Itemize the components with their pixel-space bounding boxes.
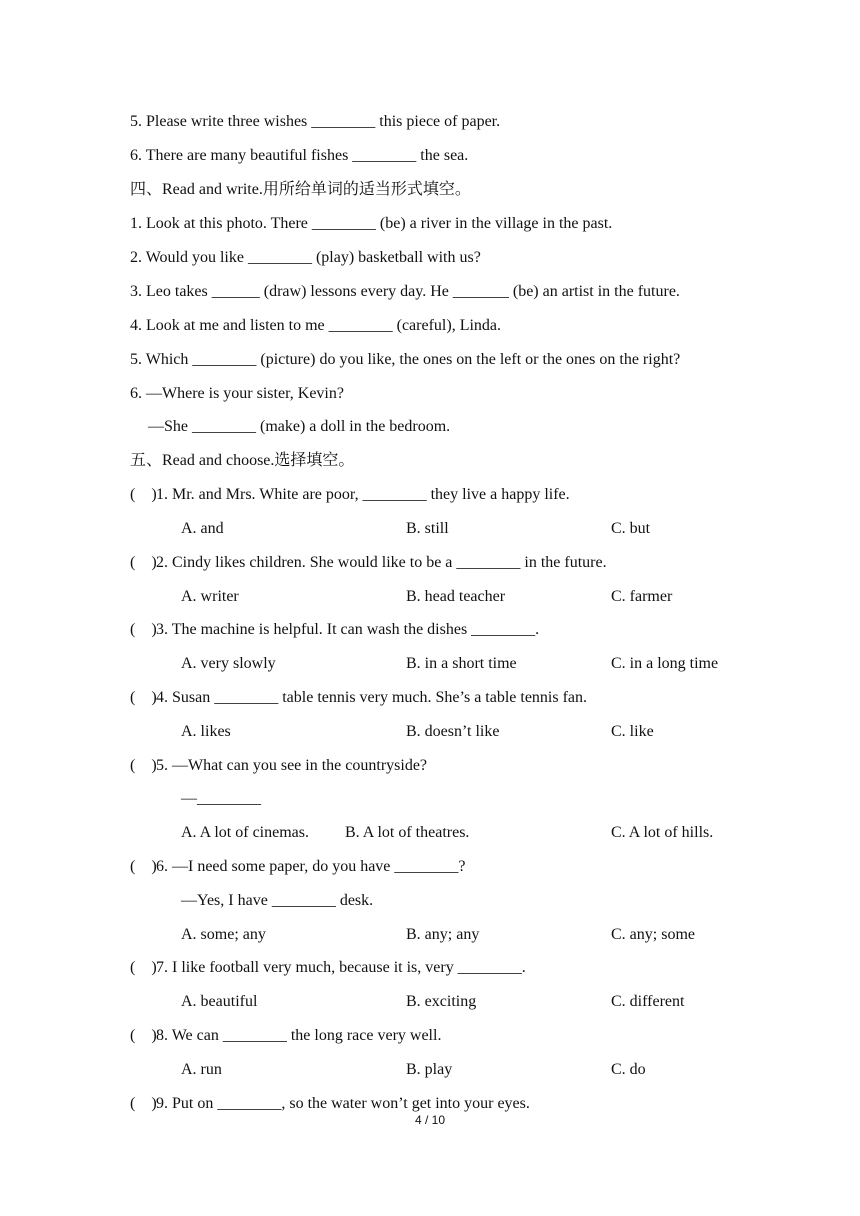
option-b: B. doesn’t like — [406, 723, 500, 740]
exercise-line: —She ________ (make) a doll in the bedroom. — [148, 418, 451, 435]
answer-blank[interactable]: ( ) — [130, 1027, 157, 1044]
option-a: A. some; any — [181, 926, 266, 943]
option-a: A. and — [181, 520, 224, 537]
option-b: B. still — [406, 520, 449, 537]
answer-blank[interactable]: ( ) — [130, 689, 157, 706]
answer-blank[interactable]: ( ) — [130, 621, 157, 638]
option-b: B. head teacher — [406, 588, 506, 605]
question-text: 5. —What can you see in the countryside? — [156, 757, 428, 774]
question-8 — [130, 1026, 441, 1046]
question-text: 6. —I need some paper, do you have ________? — [156, 858, 466, 875]
exercise-line: 6. There are many beautiful fishes ________ the sea. — [130, 147, 469, 164]
section-heading: 五、Read and choose.选择填空。 — [130, 452, 355, 469]
question-7 — [130, 958, 526, 978]
question-9 — [130, 1094, 530, 1114]
exercise-line: 4. Look at me and listen to me ________ (careful), Linda. — [130, 317, 502, 334]
option-a: A. beautiful — [181, 993, 258, 1010]
answer-blank[interactable]: ( ) — [130, 959, 157, 976]
section-heading: 四、Read and write.用所给单词的适当形式填空。 — [130, 181, 471, 198]
option-a: A. very slowly — [181, 655, 276, 672]
option-b: B. exciting — [406, 993, 477, 1010]
question-text: 8. We can ________ the long race very well. — [156, 1027, 442, 1044]
answer-line: —Yes, I have ________ desk. — [181, 892, 374, 909]
option-b: B. in a short time — [406, 655, 517, 672]
option-c: C. in a long time — [611, 655, 719, 672]
question-5 — [130, 756, 427, 776]
answer-blank[interactable]: ( ) — [130, 858, 157, 875]
option-c: C. like — [611, 723, 654, 740]
option-a: A. likes — [181, 723, 231, 740]
question-3 — [130, 620, 539, 640]
answer-blank[interactable]: ( ) — [130, 554, 157, 571]
option-a: A. run — [181, 1061, 222, 1078]
option-a: A. A lot of cinemas. — [181, 824, 309, 841]
exercise-line: 5. Which ________ (picture) do you like, the ones on the left or the ones on the right? — [130, 351, 681, 368]
option-b: B. A lot of theatres. — [345, 824, 470, 841]
question-text: 4. Susan ________ table tennis very much. She’s a table tennis fan. — [156, 689, 588, 706]
question-1 — [130, 485, 570, 505]
option-c: C. different — [611, 993, 685, 1010]
option-c: C. but — [611, 520, 651, 537]
exercise-line: 6. —Where is your sister, Kevin? — [130, 385, 344, 402]
page-number: 4 / 10 — [414, 1113, 446, 1127]
option-c: C. any; some — [611, 926, 695, 943]
question-text: 3. The machine is helpful. It can wash the dishes ________. — [156, 621, 540, 638]
question-2 — [130, 553, 607, 573]
question-4 — [130, 688, 587, 708]
question-text: 2. Cindy likes children. She would like to be a ________ in the future. — [156, 554, 607, 571]
answer-blank[interactable]: ( ) — [130, 757, 157, 774]
exercise-line: 2. Would you like ________ (play) basketball with us? — [130, 249, 481, 266]
option-c: C. do — [611, 1061, 646, 1078]
question-text: 9. Put on ________, so the water won’t get into your eyes. — [156, 1095, 530, 1112]
option-b: B. play — [406, 1061, 453, 1078]
answer-blank[interactable]: ( ) — [130, 486, 157, 503]
question-text: 7. I like football very much, because it is, very ________. — [156, 959, 526, 976]
option-b: B. any; any — [406, 926, 480, 943]
option-c: C. A lot of hills. — [611, 824, 714, 841]
option-c: C. farmer — [611, 588, 673, 605]
exercise-line: 5. Please write three wishes ________ this piece of paper. — [130, 113, 501, 130]
answer-blank[interactable]: ( ) — [130, 1095, 157, 1112]
exercise-line: 1. Look at this photo. There ________ (be) a river in the village in the past. — [130, 215, 613, 232]
question-6 — [130, 857, 466, 877]
option-a: A. writer — [181, 588, 239, 605]
exercise-line: 3. Leo takes ______ (draw) lessons every day. He _______ (be) an artist in the future. — [130, 283, 680, 300]
answer-line: —________ — [181, 790, 261, 807]
question-text: 1. Mr. and Mrs. White are poor, ________ they live a happy life. — [156, 486, 570, 503]
